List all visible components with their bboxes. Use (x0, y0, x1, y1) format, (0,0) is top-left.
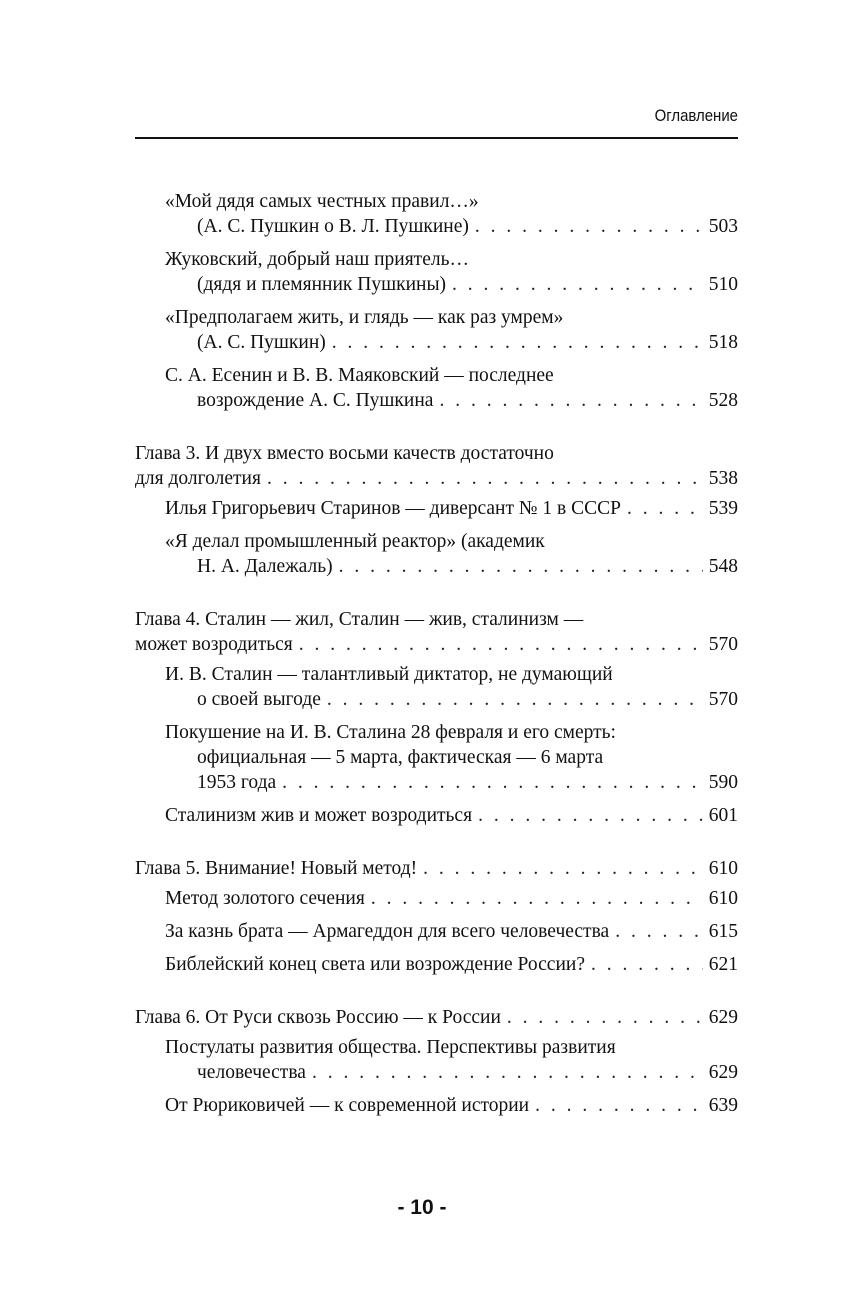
toc-section-entry[interactable] (135, 363, 738, 413)
chapter-title-line: Глава 6. От Руси сквозь Россию — к России (135, 1007, 501, 1028)
toc-section-entry[interactable] (135, 1035, 738, 1085)
dot-leader (267, 466, 703, 491)
table-of-contents (135, 189, 738, 1146)
section-entry-row (165, 919, 738, 944)
toc-chapter (135, 607, 738, 828)
dot-leader (423, 856, 703, 881)
section-title-line: (А. С. Пушкин) (197, 332, 326, 353)
chapter-page-number: 570 (708, 634, 738, 655)
dot-leader (478, 803, 703, 828)
section-title-line: Илья Григорьевич Старинов — диверсант № 1 в СССР (165, 498, 621, 519)
dot-leader (452, 272, 703, 297)
dot-leader (332, 330, 703, 355)
section-page-number: 510 (708, 274, 738, 295)
chapter-entry-row (135, 632, 738, 657)
dot-leader (627, 496, 703, 521)
chapter-entry-row (135, 1005, 738, 1030)
section-title-line: Метод золотого сечения (165, 888, 365, 909)
toc-chapter (135, 856, 738, 977)
section-entry-row (165, 554, 738, 579)
toc-section-entry[interactable] (135, 305, 738, 355)
section-page-number: 615 (708, 921, 738, 942)
section-title-line: человечества (197, 1062, 306, 1083)
section-title-line: Постулаты развития общества. Перспективы развития (165, 1037, 616, 1058)
section-title-line: За казнь брата — Армагеддон для всего человечества (165, 921, 610, 942)
toc-chapter (135, 441, 738, 579)
toc-section-entry[interactable] (135, 1093, 738, 1118)
section-title-line: Библейский конец света или возрождение России? (165, 954, 585, 975)
toc-section-entry[interactable] (135, 189, 738, 239)
chapter-page-number: 610 (708, 858, 738, 879)
section-page-number: 601 (708, 805, 738, 826)
chapter-title-line: может возродиться (135, 634, 293, 655)
toc-section-entry[interactable] (135, 496, 738, 521)
section-page-number: 518 (708, 332, 738, 353)
section-entry-row (165, 388, 738, 413)
dot-leader (615, 919, 703, 944)
chapter-title-line: для долголетия (135, 468, 261, 489)
section-title-line: Н. А. Далежаль) (197, 556, 333, 577)
dot-leader (339, 554, 703, 579)
toc-section-entry[interactable] (135, 662, 738, 712)
toc-section-entry[interactable] (135, 247, 738, 297)
section-entry-row (165, 272, 738, 297)
section-page-number: 629 (708, 1062, 738, 1083)
toc-section-entry[interactable] (135, 952, 738, 977)
section-title-line: (А. С. Пушкин о В. Л. Пушкине) (197, 216, 469, 237)
section-entry-row (165, 886, 738, 911)
section-page-number: 503 (708, 216, 738, 237)
section-title-line: С. А. Есенин и В. В. Маяковский — последнее (165, 365, 554, 386)
section-entry-row (165, 687, 738, 712)
section-title-line: о своей выгоде (197, 689, 321, 710)
section-title-line: 1953 года (197, 772, 277, 793)
section-entry-row (165, 330, 738, 355)
chapter-title-line: Глава 3. И двух вместо восьми качеств достаточно (135, 443, 554, 464)
dot-leader (282, 770, 703, 795)
section-entry-row (165, 214, 738, 239)
dot-leader (535, 1093, 703, 1118)
chapter-heading[interactable] (135, 441, 738, 491)
chapter-heading[interactable] (135, 856, 738, 881)
section-entry-row (165, 952, 738, 977)
dot-leader (475, 214, 703, 239)
page-number: - 10 - (397, 1196, 447, 1219)
section-page-number: 590 (708, 772, 738, 793)
section-title-line: «Предполагаем жить, и глядь — как раз умрем» (165, 307, 564, 328)
section-entry-row (165, 770, 738, 795)
toc-section-entry[interactable] (135, 803, 738, 828)
section-page-number: 528 (708, 390, 738, 411)
section-page-number: 639 (708, 1095, 738, 1116)
chapter-entry-row (135, 856, 738, 881)
section-title-line: (дядя и племянник Пушкины) (197, 274, 447, 295)
section-title-line: И. В. Сталин — талантливый диктатор, не думающий (165, 664, 613, 685)
toc-section-entry[interactable] (135, 886, 738, 911)
chapter-entry-row (135, 466, 738, 491)
section-title-line: «Мой дядя самых честных правил…» (165, 191, 479, 212)
section-entry-row (165, 496, 738, 521)
toc-chapter (135, 1005, 738, 1118)
section-title-line: возрождение А. С. Пушкина (197, 390, 434, 411)
section-title-line: «Я делал промышленный реактор» (академик (165, 531, 545, 552)
dot-leader (591, 952, 703, 977)
section-title-line: официальная — 5 марта, фактическая — 6 марта (197, 747, 604, 768)
toc-section-entry[interactable] (135, 720, 738, 795)
chapter-heading[interactable] (135, 607, 738, 657)
dot-leader (507, 1005, 703, 1030)
section-page-number: 621 (708, 954, 738, 975)
dot-leader (327, 687, 703, 712)
section-page-number: 610 (708, 888, 738, 909)
toc-chapter (135, 189, 738, 413)
section-page-number: 539 (708, 498, 738, 519)
dot-leader (439, 388, 702, 413)
section-entry-row (165, 803, 738, 828)
chapter-title-line: Глава 4. Сталин — жил, Сталин — жив, сталинизм — (135, 609, 584, 630)
chapter-heading[interactable] (135, 1005, 738, 1030)
dot-leader (299, 632, 703, 657)
section-title-line: От Рюриковичей — к современной истории (165, 1095, 530, 1116)
section-entry-row (165, 1093, 738, 1118)
chapter-page-number: 538 (708, 468, 738, 489)
dot-leader (371, 886, 703, 911)
section-title-line: Сталинизм жив и может возродиться (165, 805, 473, 826)
chapter-page-number: 629 (708, 1007, 738, 1028)
section-title-line: Жуковский, добрый наш приятель… (165, 249, 469, 270)
section-page-number: 548 (708, 556, 738, 577)
header-rule (135, 137, 738, 139)
section-title-line: Покушение на И. В. Сталина 28 февраля и его смерть: (165, 722, 616, 743)
toc-section-entry[interactable] (135, 919, 738, 944)
running-title: Оглавление (654, 106, 738, 125)
section-entry-row (165, 1060, 738, 1085)
chapter-title-line: Глава 5. Внимание! Новый метод! (135, 858, 418, 879)
section-page-number: 570 (708, 689, 738, 710)
toc-section-entry[interactable] (135, 529, 738, 579)
dot-leader (312, 1060, 703, 1085)
